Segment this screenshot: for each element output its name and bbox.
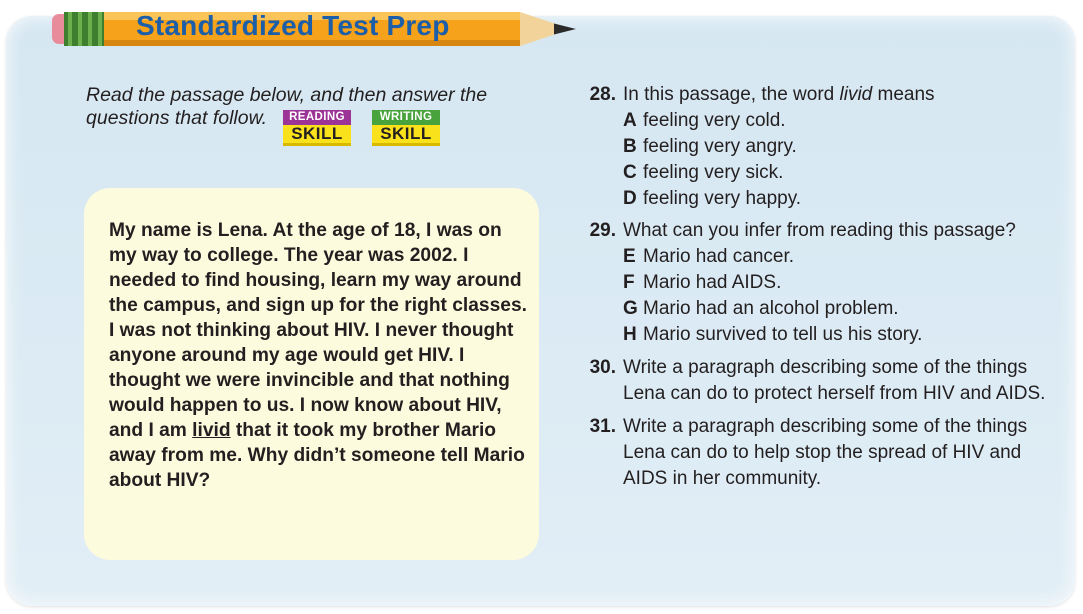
question-stem-italic: livid	[839, 84, 873, 105]
option-letter: A	[623, 110, 637, 131]
question-number: 28.	[589, 84, 616, 105]
option-text: Mario had AIDS.	[643, 272, 782, 293]
option-c[interactable]	[623, 160, 783, 186]
option-letter: H	[623, 324, 637, 345]
option-text: feeling very sick.	[643, 162, 784, 183]
question-stem-line: Lena can do to help stop the spread of HIV and	[623, 442, 1022, 463]
option-d[interactable]	[623, 186, 801, 212]
option-letter: D	[623, 188, 637, 209]
option-text: Mario survived to tell us his story.	[643, 324, 923, 345]
option-letter: B	[623, 136, 637, 157]
option-h[interactable]	[623, 322, 922, 348]
option-text: Mario had cancer.	[643, 246, 795, 267]
page-title: Standardized Test Prep	[136, 10, 450, 41]
question-stem-line: AIDS in her community.	[623, 468, 822, 489]
option-text: feeling very angry.	[643, 136, 797, 157]
question-number: 29.	[589, 220, 616, 241]
question-number: 30.	[589, 357, 616, 378]
option-text: feeling very cold.	[643, 110, 786, 131]
option-g[interactable]	[623, 296, 899, 322]
writing-badge-skill: SKILL	[372, 125, 440, 146]
passage-text	[109, 218, 529, 493]
option-e[interactable]	[623, 244, 794, 270]
option-letter: F	[623, 272, 635, 293]
option-f[interactable]	[623, 270, 781, 296]
reading-passage-box	[84, 188, 539, 560]
passage-text-start: My name is Lena. At the age of 18, I was on my way to college. The year was 2002. I needed to find housing, learn my way around the campus, and sign up for the right classes. I was not thinking about HIV. I never thought anyone around my age would get HIV. I thought we were invincible and that nothing would happen to us. I now know about HIV, and I am	[109, 220, 527, 441]
option-letter: G	[623, 298, 638, 319]
passage-text-end: that it took my brother Mario away from me. Why didn’t someone tell Mario about HIV?	[109, 420, 525, 491]
instructions-text: Read the passage below, and then answer the questions that follow.	[86, 84, 488, 129]
question-stem: What can you infer from reading this passage?	[623, 220, 1016, 241]
reading-skill-badge	[283, 110, 351, 146]
option-letter: E	[623, 246, 636, 267]
option-b[interactable]	[623, 134, 797, 160]
option-text: Mario had an alcohol problem.	[643, 298, 899, 319]
option-text: feeling very happy.	[643, 188, 802, 209]
reading-badge-label: READING	[283, 110, 351, 125]
question-stem-end: means	[872, 84, 935, 105]
question-stem	[623, 82, 1063, 108]
question-stem-line: Write a paragraph describing some of the things	[623, 357, 1028, 378]
option-a[interactable]	[623, 108, 786, 134]
writing-skill-badge	[372, 110, 440, 146]
writing-badge-label: WRITING	[372, 110, 440, 125]
option-letter: C	[623, 162, 637, 183]
passage-underlined-word: livid	[192, 420, 231, 441]
question-stem-line: Write a paragraph describing some of the things	[623, 416, 1028, 437]
question-stem-start: In this passage, the word	[623, 84, 840, 105]
reading-badge-skill: SKILL	[283, 125, 351, 146]
question-stem-line: Lena can do to protect herself from HIV and AIDS.	[623, 383, 1046, 404]
question-number: 31.	[589, 416, 616, 437]
question-stem	[623, 414, 1063, 492]
question-stem	[623, 355, 1063, 407]
